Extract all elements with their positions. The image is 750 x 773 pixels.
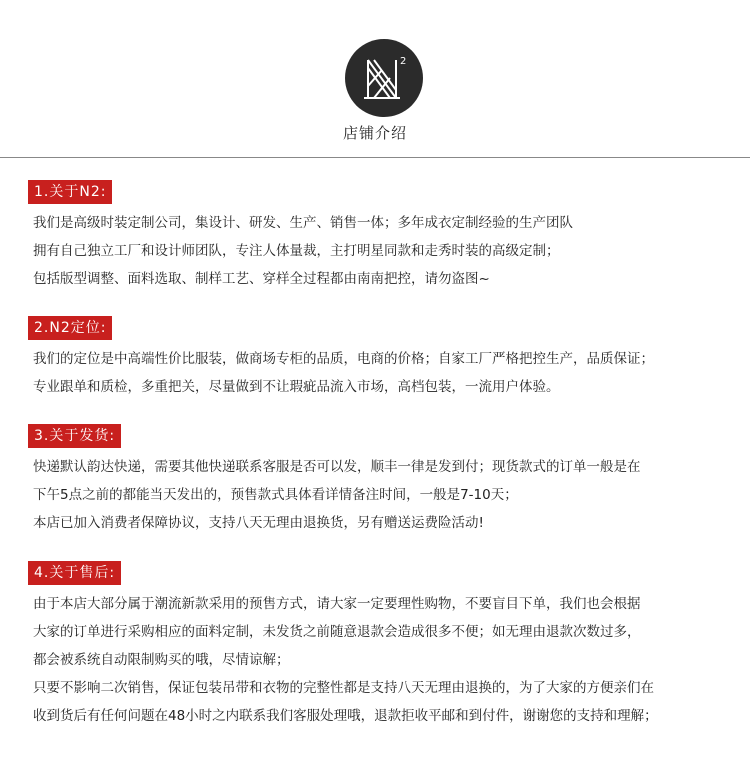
body-line: 快递默认韵达快递，需要其他快递联系客服是否可以发，顺丰一律是发到付；现货款式的订单一般是在 (33, 459, 641, 475)
body-line: 拥有自己独立工厂和设计师团队，专注人体量裁，主打明星同款和走秀时装的高级定制； (33, 243, 560, 259)
n2-logo-icon (344, 38, 424, 118)
store-intro-title: 店铺介绍 (342, 124, 407, 142)
section-body (33, 453, 733, 537)
n2-logo (344, 38, 424, 118)
section-badge: 4.关于售后: (28, 561, 121, 585)
section-body (33, 345, 733, 401)
svg-text:2: 2 (400, 56, 407, 67)
body-line: 都会被系统自动限制购买的哦，尽情谅解； (33, 652, 290, 668)
body-line: 本店已加入消费者保障协议，支持八天无理由退换货，另有赠送运费险活动! (33, 515, 484, 531)
body-line: 收到货后有任何问题在48小时之内联系我们客服处理哦，退款拒收平邮和到付件，谢谢您的支持和理解； (33, 708, 658, 724)
body-line: 由于本店大部分属于潮流新款采用的预售方式，请大家一定要理性购物，不要盲目下单，我们也会根据 (33, 596, 641, 612)
body-line: 我们是高级时装定制公司，集设计、研发、生产、销售一体；多年成衣定制经验的生产团队 (33, 215, 573, 231)
body-line: 包括版型调整、面料选取、制样工艺、穿样全过程都由南南把控，请勿盗图~ (33, 271, 490, 287)
body-line: 专业跟单和质检，多重把关，尽量做到不让瑕疵品流入市场，高档包装，一流用户体验。 (33, 379, 560, 395)
body-line: 我们的定位是中高端性价比服装，做商场专柜的品质，电商的价格；自家工厂严格把控生产，品质保证； (33, 351, 654, 367)
body-line: 只要不影响二次销售，保证包装吊带和衣物的完整性都是支持八天无理由退换的，为了大家的方便亲们在 (33, 680, 654, 696)
section-body (33, 590, 733, 730)
header-divider (0, 157, 750, 158)
section-body (33, 209, 733, 293)
section-badge: 3.关于发货: (28, 424, 121, 448)
section-badge: 2.N2定位: (28, 316, 112, 340)
body-line: 大家的订单进行采购相应的面料定制，未发货之前随意退款会造成很多不便；如无理由退款次数过多， (33, 624, 641, 640)
section-badge: 1.关于N2: (28, 180, 112, 204)
body-line: 下午5点之前的都能当天发出的，预售款式具体看详情备注时间，一般是7-10天； (33, 487, 518, 503)
store-header (0, 0, 750, 158)
